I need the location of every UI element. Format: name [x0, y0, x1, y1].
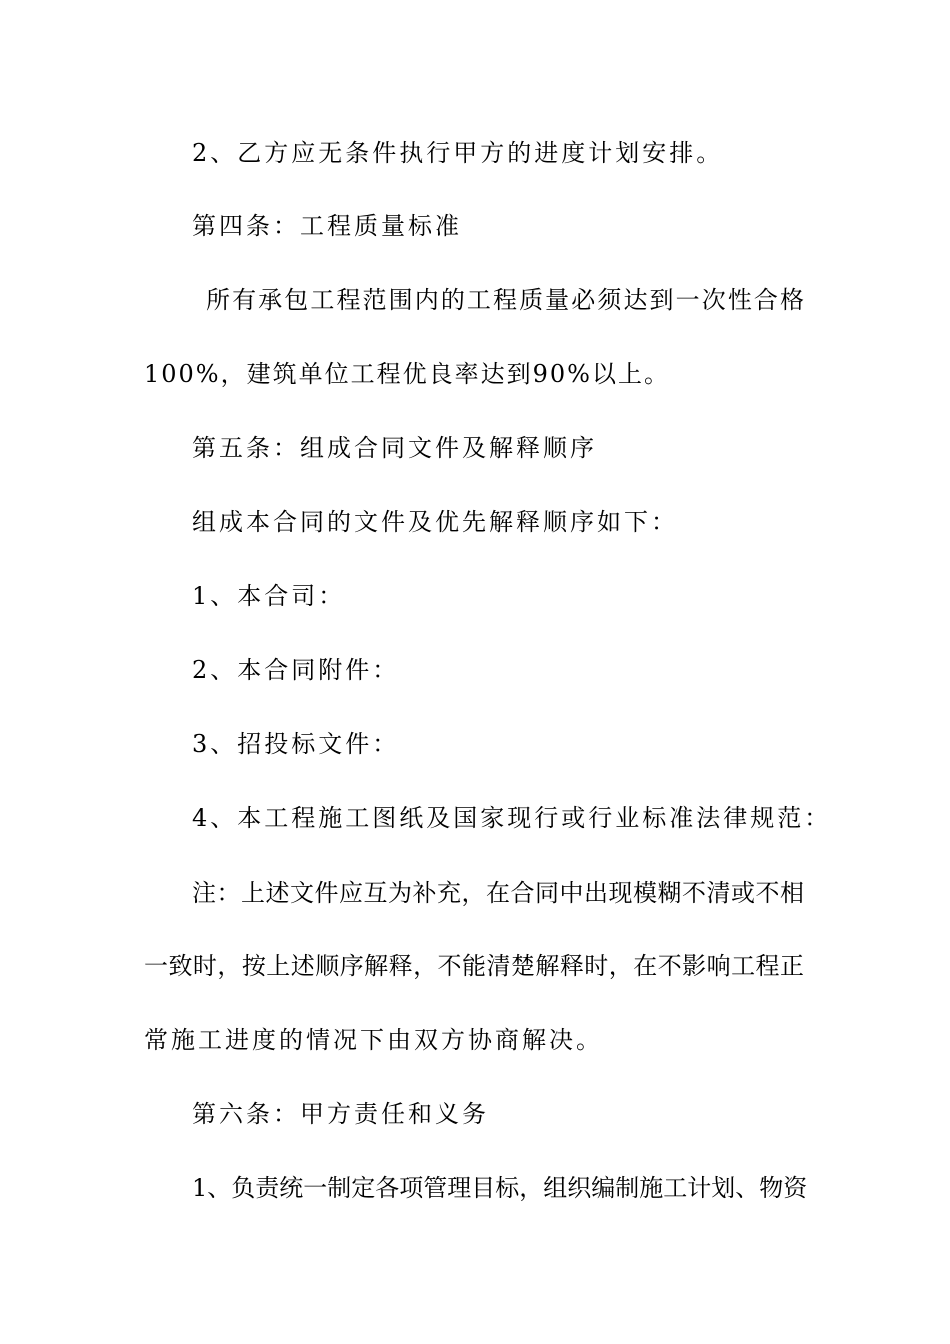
list-item: 3、招投标文件： — [192, 730, 400, 758]
list-item: 1、负责统一制定各项管理目标，组织编制施工计划、物资 — [192, 1174, 808, 1202]
list-item: 2、本合同附件： — [192, 656, 400, 684]
paragraph-line: 所有承包工程范围内的工程质量必须达到一次性合格 — [206, 286, 804, 314]
paragraph-line: 组成本合同的文件及优先解释顺序如下： — [192, 508, 678, 536]
note-line: 注：上述文件应互为补充，在合同中出现模糊不清或不相 — [192, 879, 804, 907]
note-line: 常施工进度的情况下由双方协商解决。 — [144, 1026, 603, 1054]
list-item: 4、本工程施工图纸及国家现行或行业标准法律规范： — [192, 804, 832, 832]
note-line: 一致时，按上述顺序解释，不能清楚解释时，在不影响工程正 — [144, 952, 804, 980]
paragraph-line: 100%，建筑单位工程优良率达到90%以上。 — [144, 360, 670, 388]
list-item: 1、本合司： — [192, 582, 346, 610]
section-heading: 第五条：组成合同文件及解释顺序 — [192, 434, 597, 462]
clause-text-line: 2、乙方应无条件执行甲方的进度计划安排。 — [192, 139, 724, 167]
section-heading: 第六条：甲方责任和义务 — [192, 1100, 489, 1128]
section-heading: 第四条：工程质量标准 — [192, 212, 462, 240]
